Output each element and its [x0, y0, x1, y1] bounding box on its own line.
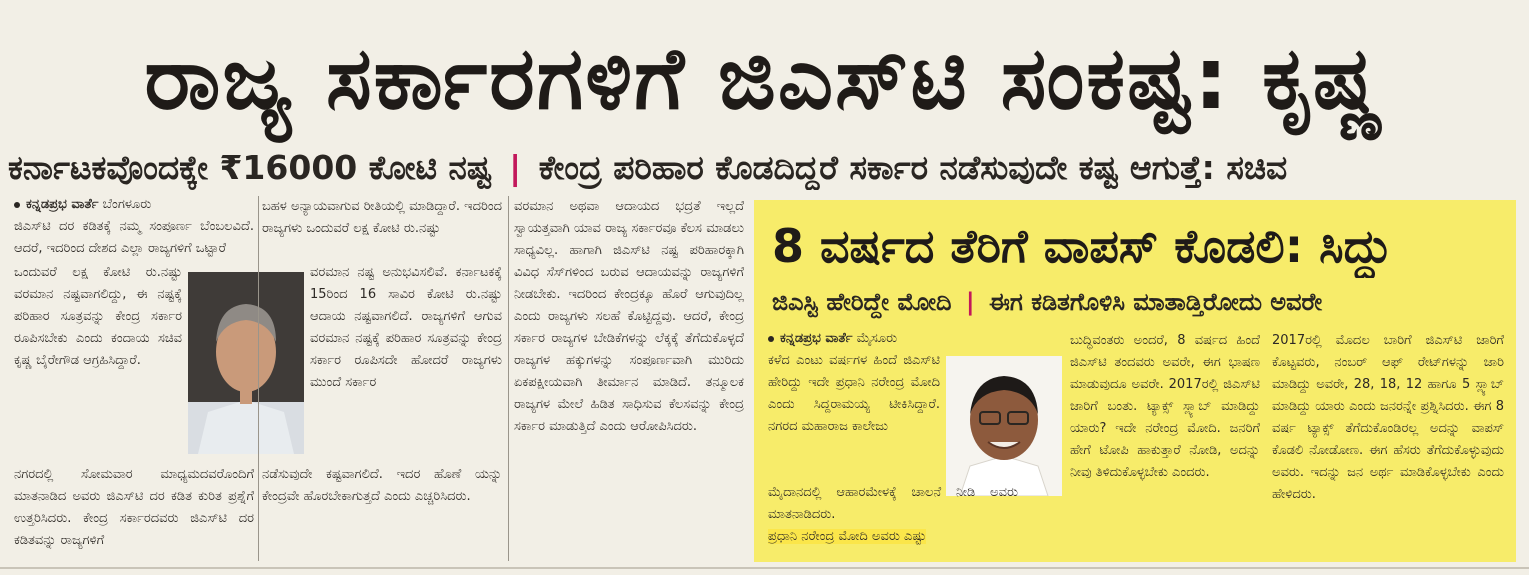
main-col2-top: [262, 196, 502, 262]
main-subheadline: [8, 146, 1523, 190]
byline-place: ಬೆಂಗಳೂರು: [102, 197, 152, 212]
box-col3: [1272, 330, 1504, 558]
byline-source: ಕನ್ನಡಪ್ರಭ ವಾರ್ತೆ: [26, 197, 99, 212]
byline-bullet: [14, 202, 20, 208]
box-col1-beside-photo: [768, 350, 940, 482]
box-col1-byline: [768, 328, 1018, 350]
boxed-sub-right: ಈಗ ಕಡಿತಗೊಳಿಸಿ ಮಾತಾಡ್ತಿರೋದು ಅವರೇ: [989, 288, 1323, 316]
main-col2-beside-photo: [310, 262, 502, 458]
subhead-left: ಕರ್ನಾಟಕವೊಂದಕ್ಕೇ ₹16000 ಕೋಟಿ ನಷ್ಟ: [8, 148, 492, 187]
krishna-photo: [188, 272, 304, 454]
main-col1-top: [14, 194, 254, 260]
boxed-sub-separator: |: [965, 288, 975, 316]
box-col3-text: 2017ರಲ್ಲಿ ಮೊದಲ ಬಾರಿಗೆ ಜಿಎಸ್‌ಟಿ ಜಾರಿಗೆ ಕೊಟ್ಟವರು, ನಂಬರ್ ಆಫ್ ರೇಟ್‌ಗಳನ್ನು ಜಾರಿ ಮಾಡಿದ್ದು ಅವರೇ, 28, 18, 12 ಹಾಗೂ 5 ಸ್ಲ್ಯಾಬ್ ಮಾಡಿದ್ದು ಯಾರು ಎಂದು ಜನರನ್ನೇ ಪ್ರಶ್ನಿಸಿದರು. ಈಗ 8 ವರ್ಷ ಟ್ಯಾಕ್ಸ್ ತೆಗೆದುಕೊಂಡಿರಲ್ಲ ಅದನ್ನು ವಾಪಸ್ ಕೊಡಲಿ ನೋಡೋಣ. ಈಗ ಹೆಸರು ತೆಗೆದುಕೊಳ್ಳುವುದು ಅವರು. ಇದನ್ನು ಜನ ಅರ್ಥ ಮಾಡಿಕೊಳ್ಳಬೇಕು ಎಂದು ಹೇಳಿದರು.: [1272, 333, 1504, 502]
box-byline-source: ಕನ್ನಡಪ್ರಭ ವಾರ್ತೆ: [780, 331, 853, 346]
main-col1-text-mid: ಒಂದುವರೆ ಲಕ್ಷ ಕೋಟಿ ರು.ನಷ್ಟು ವರಮಾನ ನಷ್ಟವಾಗಲಿದ್ದು, ಈ ನಷ್ಟಕ್ಕೆ ಪರಿಹಾರ ಸೂತ್ರವನ್ನು ಕೇಂದ್ರ ಸರ್ಕಾರ ರೂಪಿಸಬೇಕು ಎಂದು ಕಂದಾಯ ಸಚಿವ ಕೃಷ್ಣ ಬೈರೇಗೌಡ ಆಗ್ರಹಿಸಿದ್ದಾರೆ.: [14, 265, 182, 368]
main-col1-text-bottom: ನಗರದಲ್ಲಿ ಸೋಮವಾರ ಮಾಧ್ಯಮದವರೊಂದಿಗೆ ಮಾತನಾಡಿದ ಅವರು ಜಿಎಸ್‌ಟಿ ದರ ಕಡಿತ ಕುರಿತ ಪ್ರಶ್ನೆಗೆ ಉತ್ತರಿಸಿದರು. ಕೇಂದ್ರ ಸರ್ಕಾರದವರು ಜಿಎಸ್‌ಟಿ ದರ ಕಡಿತವನ್ನು ರಾಜ್ಯಗಳಿಗೆ: [14, 467, 254, 548]
column-rule-2: [508, 196, 509, 561]
main-col1-beside-photo: [14, 262, 182, 452]
page-bottom-rule: [0, 567, 1529, 569]
portrait-image-2: [946, 356, 1062, 496]
main-col2-text-bottom: ನಡೆಸುವುದೇ ಕಷ್ಟವಾಗಲಿದೆ. ಇದರ ಹೊಣೆ ಯನ್ನು ಕೇಂದ್ರವೇ ಹೊರಬೇಕಾಗುತ್ತದೆ ಎಂದು ಎಚ್ಚರಿಸಿದರು.: [262, 467, 502, 504]
box-col2: [1070, 330, 1260, 558]
main-col1-bottom: [14, 464, 254, 560]
box-col1-text-bottom: ಮೈದಾನದಲ್ಲಿ ಆಹಾರಮೇಳಕ್ಕೆ ಚಾಲನೆ ನೀಡಿ ಅವರು ಮಾತನಾಡಿದರು.: [768, 485, 1018, 522]
box-col1-text-mid: ಕಳೆದ ಎಂಟು ವರ್ಷಗಳ ಹಿಂದೆ ಜಿಎಸ್‌ಟಿ ಹೇರಿದ್ದು ಇದೇ ಪ್ರಧಾನಿ ನರೇಂದ್ರ ಮೋದಿ ಎಂದು ಸಿದ್ದರಾಮಯ್ಯ ಟೀಕಿಸಿದ್ದಾರೆ. ನಗರದ ಮಹಾರಾಜ ಕಾಲೇಜು: [768, 353, 940, 434]
box-col2-text: ಬುದ್ಧಿವಂತರು ಅಂದರೆ, 8 ವರ್ಷದ ಹಿಂದೆ ಜಿಎಸ್‌ಟಿ ತಂದವರು ಅವರೇ, ಈಗ ಭಾಷಣ ಮಾಡುವುದೂ ಅವರೇ. 2017ರಲ್ಲಿ ಜಿಎಸ್‌ಟಿ ಜಾರಿಗೆ ಬಂತು. ಟ್ಯಾಕ್ಸ್ ಸ್ಲ್ಯಾಬ್ ಮಾಡಿದ್ದು ಯಾರು? ಇದೇ ನರೇಂದ್ರ ಮೋದಿ. ಜನರಿಗೆ ಹೇಗೆ ಟೋಪಿ ಹಾಕುತ್ತಾರೆ ನೋಡಿ, ಅದನ್ನು ನೀವು ತಿಳಿದುಕೊಳ್ಳಬೇಕು ಎಂದರು.: [1070, 333, 1260, 480]
main-col3-text: ವರಮಾನ ಅಥವಾ ಆದಾಯದ ಭದ್ರತೆ ಇಲ್ಲದೆ ಸ್ವಾಯತ್ತವಾಗಿ ಯಾವ ರಾಜ್ಯ ಸರ್ಕಾರವೂ ಕೆಲಸ ಮಾಡಲು ಸಾಧ್ಯವಿಲ್ಲ. ಹಾಗಾಗಿ ಜಿಎಸ್‌ಟಿ ನಷ್ಟ ಪರಿಹಾರಕ್ಕಾಗಿ ವಿವಿಧ ಸೆಸ್‌ಗಳಿಂದ ಬರುವ ಆದಾಯವನ್ನು ರಾಜ್ಯಗಳಿಗೆ ನೀಡಬೇಕು. ಇದರಿಂದ ಕೇಂದ್ರಕ್ಕೂ ಹೊರೆ ಆಗುವುದಿಲ್ಲ ಎಂದು ರಾಜ್ಯಗಳು ಸಲಹೆ ಕೊಟ್ಟಿದ್ದವು. ಆದರೆ, ಕೇಂದ್ರ ಸರ್ಕಾರ ರಾಜ್ಯಗಳ ಬೇಡಿಕೆಗಳನ್ನು ಲೆಕ್ಕಕ್ಕೆ ತೆಗೆದುಕೊಳ್ಳದೆ ರಾಜ್ಯಗಳ ಹಕ್ಕುಗಳನ್ನು ಸಂಪೂರ್ಣವಾಗಿ ಮುರಿದು ಏಕಪಕ್ಷೀಯವಾಗಿ ತೀರ್ಮಾನ ಮಾಡಿದೆ. ತನ್ಮೂಲಕ ರಾಜ್ಯಗಳ ಮೇಲೆ ಹಿಡಿತ ಸಾಧಿಸುವ ಕೆಲಸವನ್ನು ಕೇಂದ್ರ ಸರ್ಕಾರ ಮಾಡುತ್ತಿದೆ ಎಂದು ಆರೋಪಿಸಿದರು.: [514, 199, 744, 434]
main-byline: [14, 194, 254, 216]
subhead-separator: |: [509, 148, 522, 187]
main-col3: [514, 196, 744, 558]
boxed-headline: 8 ವರ್ಷದ ತೆರಿಗೆ ವಾಪಸ್ ಕೊಡಲಿ: ಸಿದ್ದು: [772, 219, 1393, 273]
main-col2-text-mid: ವರಮಾನ ನಷ್ಟ ಅನುಭವಿಸಲಿವೆ. ಕರ್ನಾಟಕಕ್ಕೆ 15ರಿಂದ 16 ಸಾವಿರ ಕೋಟಿ ರು.ನಷ್ಟು ಆದಾಯ ನಷ್ಟವಾಗಲಿದೆ. ರಾಜ್ಯಗಳಿಗೆ ಆಗುವ ವರಮಾನ ನಷ್ಟಕ್ಕೆ ಪರಿಹಾರ ಸೂತ್ರವನ್ನು ಕೇಂದ್ರ ಸರ್ಕಾರ ರೂಪಿಸದೇ ಹೋದರೆ ರಾಜ್ಯಗಳು ಮುಂದೆ ಸರ್ಕಾರ: [310, 265, 502, 390]
main-col2-bottom: [262, 464, 502, 560]
boxed-subheadline: [772, 284, 1512, 320]
boxed-sub-left: ಜಿಎಸ್ಟಿ ಹೇರಿದ್ದೇ ಮೋದಿ: [772, 288, 952, 316]
column-rule-1: [258, 196, 259, 561]
box-byline-place: ಮೈಸೂರು: [856, 331, 898, 346]
siddaramaiah-photo: [946, 356, 1062, 496]
main-col2-text-top: ಬಹಳ ಅನ್ಯಾಯವಾಗುವ ರೀತಿಯಲ್ಲಿ ಮಾಡಿದ್ದಾರೆ. ಇದರಿಂದ ರಾಜ್ಯಗಳು ಒಂದುವರೆ ಲಕ್ಷ ಕೋಟಿ ರು.ನಷ್ಟು: [262, 199, 502, 236]
main-headline: ರಾಜ್ಯ ಸರ್ಕಾರಗಳಿಗೆ ಜಿಎಸ್‌ಟಿ ಸಂಕಷ್ಟ: ಕೃಷ್ಣ: [144, 29, 1386, 129]
box-col1-bottom: [768, 482, 1018, 560]
box-col1-highlight: ಪ್ರಧಾನಿ ನರೇಂದ್ರ ಮೋದಿ ಅವರು ಎಷ್ಟು: [768, 529, 927, 544]
main-col1-text-top: ಜಿಎಸ್‌ಟಿ ದರ ಕಡಿತಕ್ಕೆ ನಮ್ಮ ಸಂಪೂರ್ಣ ಬೆಂಬಲವಿದೆ. ಆದರೆ, ಇದರಿಂದ ದೇಶದ ಎಲ್ಲಾ ರಾಜ್ಯಗಳಿಗೆ ಒಟ್ಟಾರೆ: [14, 219, 254, 256]
portrait-image: [188, 272, 304, 454]
box-byline-bullet: [768, 336, 774, 342]
subhead-right: ಕೇಂದ್ರ ಪರಿಹಾರ ಕೊಡದಿದ್ದರೆ ಸರ್ಕಾರ ನಡೆಸುವುದೇ ಕಷ್ಟ ಆಗುತ್ತೆ: ಸಚಿವ: [538, 148, 1288, 187]
